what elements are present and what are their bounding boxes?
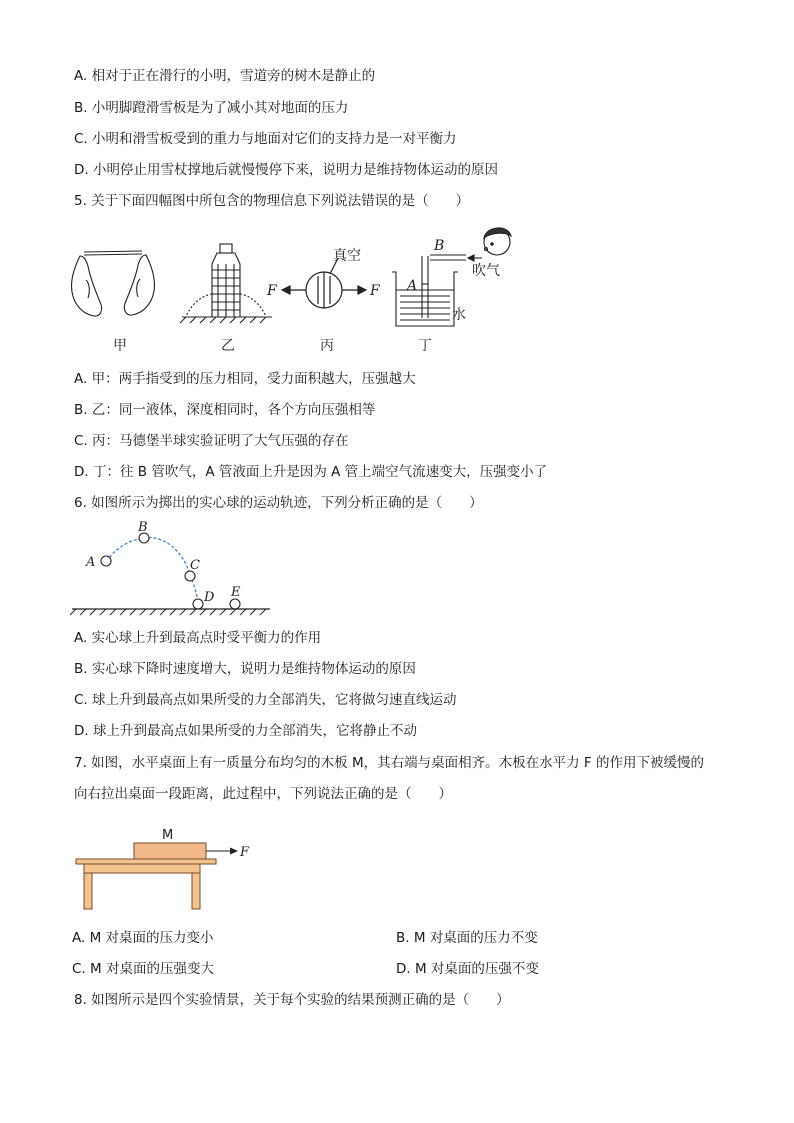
tube-b-label: B [434, 238, 445, 254]
q4-option-a: A. 相对于正在滑行的小明，雪道旁的树木是静止的 [74, 68, 376, 84]
boy-head-illustration [484, 228, 511, 255]
beaker-tubes-illustration [392, 255, 482, 326]
q5-option-b: B. 乙：同一液体，深度相同时，各个方向压强相等 [74, 402, 376, 418]
ball-point-e [230, 599, 240, 609]
q8-stem: 8. 如图所示是四个实验情景，关于每个实验的结果预测正确的是（ ） [74, 992, 510, 1008]
q5-option-d: D. 丁：往 B 管吹气，A 管液面上升是因为 A 管上端空气流速变大，压强变小了 [74, 464, 548, 480]
q6-stem: 6. 如图所示为掷出的实心球的运动轨迹，下列分析正确的是（ ） [74, 495, 483, 511]
label-point-a: A [86, 555, 96, 570]
table-leg-right [192, 873, 200, 909]
q7-option-c: C. M 对桌面的压强变大 [72, 961, 214, 977]
board-m-label: M [162, 828, 174, 843]
blow-label: 吹气 [472, 263, 500, 279]
ball-point-a [101, 556, 111, 566]
pencil-hands-illustration [71, 251, 154, 316]
magdeburg-hemispheres-illustration [282, 258, 366, 308]
q6-option-c: C. 球上升到最高点如果所受的力全部消失，它将做匀速直线运动 [74, 692, 457, 708]
board-m [134, 843, 206, 859]
figure-label-yi: 乙 [221, 338, 235, 354]
tube-a-label: A [407, 278, 418, 294]
q4-option-c: C. 小明和滑雪板受到的重力与地面对它们的支持力是一对平衡力 [74, 131, 457, 147]
q5-option-a: A. 甲：两手指受到的压力相同，受力面积越大，压强越大 [74, 371, 416, 387]
q7-stem-line2: 向右拉出桌面一段距离，此过程中，下列说法正确的是（ ） [74, 786, 452, 802]
table-leg-left [84, 873, 92, 909]
q5-figure [60, 222, 520, 357]
label-point-b: B [138, 520, 148, 535]
label-point-d: D [204, 590, 215, 605]
q6-option-d: D. 球上升到最高点如果所受的力全部消失，它将静止不动 [74, 723, 417, 739]
q5-option-c: C. 丙：马德堡半球实验证明了大气压强的存在 [74, 433, 349, 449]
q7-option-a: A. M 对桌面的压力变小 [72, 930, 214, 946]
figure-label-jia: 甲 [113, 338, 127, 354]
figure-label-ding: 丁 [418, 338, 432, 354]
ball-point-d [193, 599, 203, 609]
q6-trajectory-figure [70, 518, 280, 622]
ball-trajectory-curve [106, 538, 198, 604]
force-right-label: F [370, 283, 380, 299]
label-point-e: E [231, 585, 241, 600]
q7-option-b: B. M 对桌面的压力不变 [396, 930, 538, 946]
q6-option-a: A. 实心球上升到最高点时受平衡力的作用 [74, 630, 322, 646]
force-left-label: F [267, 283, 277, 299]
force-f-label: F [240, 845, 250, 860]
q7-stem-line1: 7. 如图，水平桌面上有一质量分布均匀的木板 M，其右端与桌面相齐。木板在水平力 F 的作用下被缓慢的 [74, 755, 704, 771]
bottle-jets-illustration [180, 244, 272, 323]
tabletop [76, 859, 216, 864]
vacuum-label: 真空 [333, 248, 361, 264]
water-label: 水 [452, 307, 466, 323]
q6-option-b: B. 实心球下降时速度增大，说明力是维持物体运动的原因 [74, 661, 416, 677]
q4-option-b: B. 小明脚蹬滑雪板是为了减小其对地面的压力 [74, 100, 349, 116]
q7-option-d: D. M 对桌面的压强不变 [396, 961, 539, 977]
figure-label-bing: 丙 [320, 338, 334, 354]
q5-stem: 5. 关于下面四幅图中所包含的物理信息下列说法错误的是（ ） [74, 193, 470, 209]
label-point-c: C [190, 558, 200, 573]
q4-option-d: D. 小明停止用雪杖撑地后就慢慢停下来，说明力是维持物体运动的原因 [74, 162, 498, 178]
q7-table-figure [72, 826, 262, 912]
